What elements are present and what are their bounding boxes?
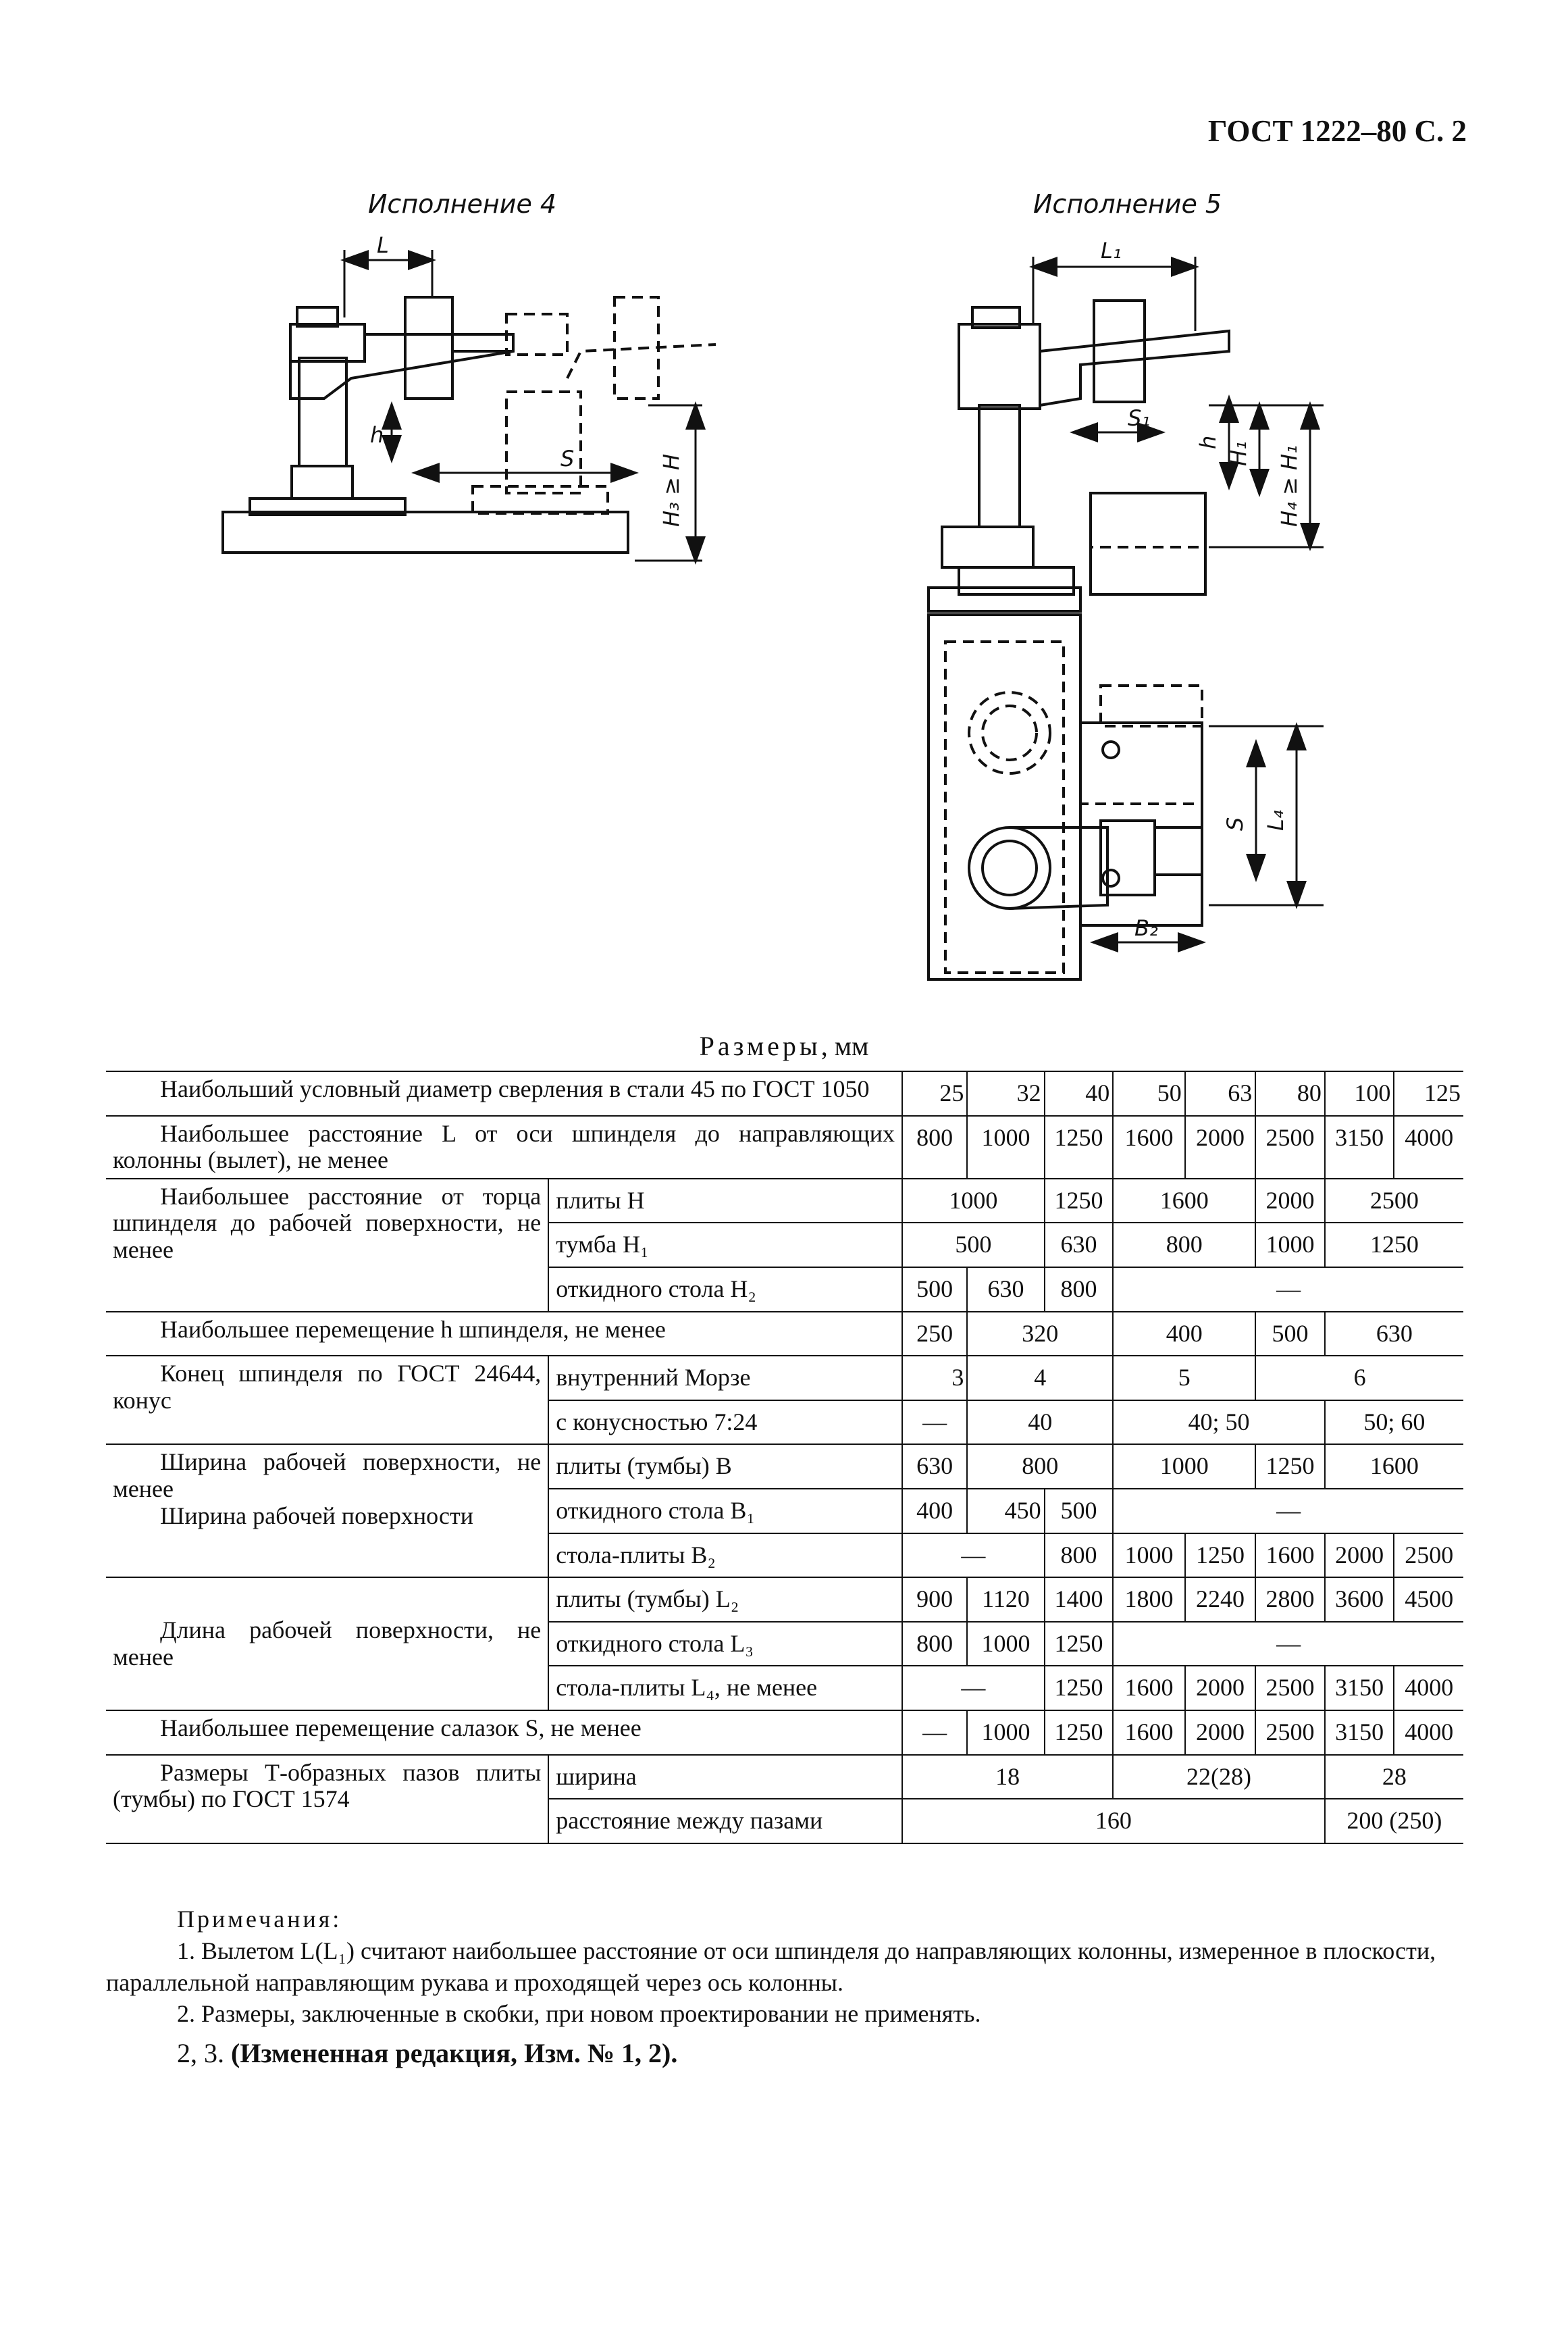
table-title: Размеры, мм xyxy=(699,1031,869,1061)
notes-title: Примечания: xyxy=(177,1906,342,1933)
dim-label-L1: L₁ xyxy=(1101,238,1122,263)
table-row: откидного стола B₁ 400 450 500 — xyxy=(106,1489,1463,1533)
version-5-drawing xyxy=(929,301,1229,611)
row-param: Размеры Т-образных пазов плиты (тумбы) по ГОСТ 1574 xyxy=(106,1755,548,1843)
note-2: 2. Размеры, заключенные в скобки, при новом проектировании не применять. xyxy=(177,2000,981,2028)
table-row: стола-плиты L₄, не менее — 1250 1600 2000 2500 3150 4000 xyxy=(106,1666,1463,1710)
row-param: Наибольшее расстояние от торца шпинделя до рабочей поверхности, не менее xyxy=(106,1179,548,1312)
row-param: Наибольшее перемещение салазок S, не менее xyxy=(106,1710,902,1755)
row-param: Наибольшее расстояние L от оси шпинделя до направляющих колонны (вылет), не менее xyxy=(106,1116,902,1179)
row-param: Наибольшее перемещение h шпинделя, не менее xyxy=(106,1312,902,1356)
version-5-plan xyxy=(929,615,1202,979)
dim-label-S1: S₁ xyxy=(1128,405,1151,431)
table-row: откидного стола L₃ 800 1000 1250 — xyxy=(106,1622,1463,1666)
dim-label-S-plan: S xyxy=(1222,817,1248,831)
table-row: тумба H₁ 500 630 800 1000 1250 xyxy=(106,1223,1463,1267)
dim-label-L: L xyxy=(377,232,389,258)
row-param: Длина рабочей поверхности, не менее xyxy=(106,1577,548,1710)
table-row: Наибольшее перемещение салазок S, не менее — 1000 1250 1600 2000 2500 3150 4000 xyxy=(106,1710,1463,1755)
dim-label-H4: H₄ ≥ H₁ xyxy=(1276,445,1302,527)
dim-label-H1: H₁ xyxy=(1226,441,1251,466)
notes xyxy=(106,1904,1463,2030)
row-param: Ширина рабочей поверхности, не менее Ширина рабочей поверхности xyxy=(106,1444,548,1577)
table-row: стола-плиты B₂ — 800 1000 1250 1600 2000 2500 xyxy=(106,1533,1463,1578)
dim-label-L4: L₄ xyxy=(1263,810,1288,831)
table-row: откидного стола H₂ 500 630 800 — xyxy=(106,1267,1463,1312)
caption-version-5: Исполнение 5 xyxy=(1033,189,1222,219)
dim-label-S: S xyxy=(560,446,575,471)
note-1: 1. Вылетом L(L₁) считают наибольшее расстояние от оси шпинделя до направляющих колонны, измеренное в плоскости, параллельной направляющим рукава и проходящей через ось колонны. xyxy=(106,1937,1436,1996)
technical-drawing xyxy=(0,0,1568,1000)
table-row: Размеры Т-образных пазов плиты (тумбы) по ГОСТ 1574 ширина 18 22(28) 28 xyxy=(106,1755,1463,1799)
table-row: Длина рабочей поверхности, не менее плиты (тумбы) L₂ 900 1120 1400 1800 2240 2800 3600 4500 xyxy=(106,1577,1463,1622)
table-row: Ширина рабочей поверхности, не менее Ширина рабочей поверхности плиты (тумбы) B 630 800 1000 1250 1600 xyxy=(106,1444,1463,1489)
table-row: Наибольшее расстояние L от оси шпинделя до направляющих колонны (вылет), не менее 800 1000 1250 1600 2000 2500 3150 4000 xyxy=(106,1116,1463,1179)
dimensions-table xyxy=(106,1071,1463,1844)
table-row: Наибольшее перемещение h шпинделя, не менее 250 320 400 500 630 xyxy=(106,1312,1463,1356)
dim-label-h: h xyxy=(370,422,384,448)
caption-version-4: Исполнение 4 xyxy=(368,189,557,219)
dim-label-H3: H₃ ≥ H xyxy=(658,453,684,527)
table-row: расстояние между пазами 160 200 (250) xyxy=(106,1799,1463,1843)
table-row: Конец шпинделя по ГОСТ 24644, конус внутренний Морзе 3 4 5 6 xyxy=(106,1356,1463,1400)
row-param: Наибольший условный диаметр сверления в стали 45 по ГОСТ 1050 xyxy=(106,1071,902,1116)
page-header: ГОСТ 1222–80 С. 2 xyxy=(1207,114,1467,148)
dim-label-h-v5: h xyxy=(1195,435,1221,449)
row-param: Конец шпинделя по ГОСТ 24644, конус xyxy=(106,1356,548,1444)
dim-label-B2: B₂ xyxy=(1134,915,1158,941)
table-row: Наибольшее расстояние от торца шпинделя до рабочей поверхности, не менее плиты H 1000 1250 1600 2000 2500 xyxy=(106,1179,1463,1223)
table-row: Наибольший условный диаметр сверления в стали 45 по ГОСТ 1050 25 32 40 50 63 80 100 125 xyxy=(106,1071,1463,1116)
amendment-note: 2, 3. (Измененная редакция, Изм. № 1, 2). xyxy=(177,2038,678,2068)
table-row: с конусностью 7:24 — 40 40; 50 50; 60 xyxy=(106,1400,1463,1445)
version-4-drawing xyxy=(223,297,716,553)
